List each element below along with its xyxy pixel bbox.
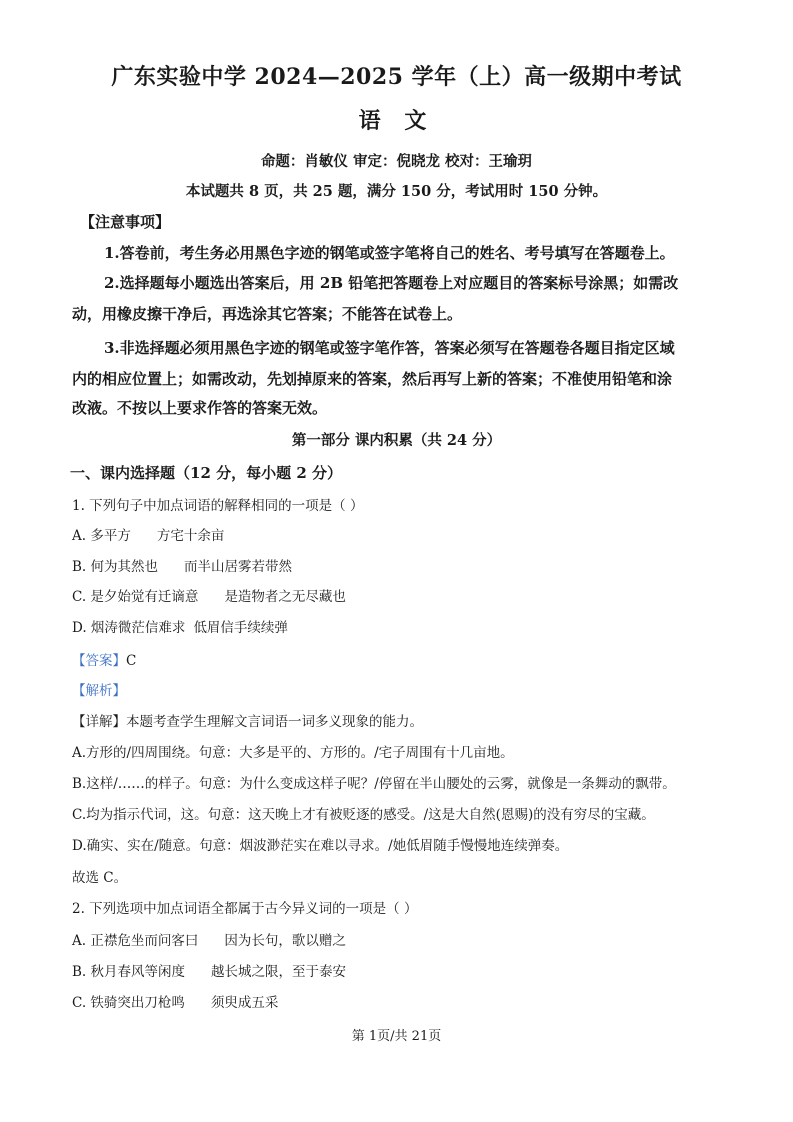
q2-option-b-second: 越长城之限，至于泰安 bbox=[211, 964, 347, 980]
question-2-option-c bbox=[72, 991, 278, 1011]
option-b-first: B. 何为其然也 bbox=[72, 559, 159, 575]
option-a-second: 方宅十余亩 bbox=[156, 528, 225, 544]
answer-line bbox=[72, 649, 136, 669]
option-a-first: A. 多平方 bbox=[72, 528, 131, 544]
notice-item-3-line-2: 内的相应位置上；如需改动，先划掉原来的答案，然后再写上新的答案；不准使用铅笔和涂 bbox=[72, 370, 673, 388]
option-c-second: 是造物者之无尽藏也 bbox=[224, 589, 346, 605]
notice-item-2-line-2: 动，用橡皮擦干净后，再选涂其它答案；不能答在试卷上。 bbox=[72, 305, 463, 323]
exam-info: 本试题共 8 页，共 25 题，满分 150 分，考试用时 150 分钟。 bbox=[185, 183, 608, 200]
notice-item-3-line-3: 改液。不按以上要求作答的答案无效。 bbox=[72, 399, 328, 417]
option-b-second: 而半山居雾若带然 bbox=[184, 559, 293, 575]
q2-option-b-first: B. 秋月春风等闲度 bbox=[72, 964, 186, 980]
exam-title: 广东实验中学 2024—2025 学年（上）高一级期中考试 bbox=[111, 64, 682, 90]
notice-item-1: 1.答卷前，考生务必用黑色字迹的钢笔或签字笔将自己的姓名、考号填写在答题卷上。 bbox=[104, 244, 675, 262]
explanation-c: C.均为指示代词，这。句意：这天晚上才有被贬逐的感受。/这是大自然(恩赐)的没有穷尽的宝藏。 bbox=[72, 807, 655, 823]
option-c-first: C. 是夕始觉有迁谪意 bbox=[72, 589, 199, 605]
q2-option-a-first: A. 正襟危坐而问客曰 bbox=[72, 933, 199, 949]
detail-text: 本题考查学生理解文言词语一词多义现象的能力。 bbox=[126, 714, 423, 730]
question-1-option-b bbox=[72, 555, 292, 575]
notice-heading: 【注意事项】 bbox=[80, 213, 171, 231]
q2-option-c-second: 须臾成五采 bbox=[210, 995, 279, 1011]
subject-title: 语 文 bbox=[358, 108, 435, 134]
explanation-b: B.这样/……的样子。句意：为什么变成这样子呢？/停留在半山腰处的云雾，就像是一条舞动的飘带。 bbox=[72, 776, 676, 792]
subsection-heading: 一、课内选择题（12 分，每小题 2 分） bbox=[70, 464, 342, 482]
option-d-first: D. 烟涛微茫信难求 bbox=[72, 620, 186, 636]
explanation-a: A.方形的/四周围绕。句意：大多是平的、方形的。/宅子周围有十几亩地。 bbox=[72, 745, 514, 761]
notice-item-2-line-1: 2.选择题每小题选出答案后，用 2B 铅笔把答题卷上对应题目的答案标号涂黑；如需改 bbox=[104, 274, 679, 292]
q2-option-a-second: 因为长句，歌以赠之 bbox=[224, 933, 346, 949]
answer-value: C bbox=[126, 653, 137, 669]
option-d-second: 低眉信手续续弹 bbox=[193, 620, 288, 636]
detail-tag: 【详解】 bbox=[72, 714, 126, 730]
question-1-option-d bbox=[72, 616, 288, 636]
explanation-d: D.确实、实在/随意。句意：烟波渺茫实在难以寻求。/她低眉随手慢慢地连续弹奏。 bbox=[72, 838, 569, 854]
notice-item-3-line-1: 3.非选择题必须用黑色字迹的钢笔或签字笔作答，答案必须写在答题卷各题目指定区域 bbox=[104, 339, 675, 357]
question-2-option-b bbox=[72, 960, 346, 980]
section-heading: 第一部分 课内积累（共 24 分） bbox=[291, 432, 502, 449]
question-1-stem: 1. 下列句子中加点词语的解释相同的一项是（ ） bbox=[72, 498, 364, 514]
question-2-stem: 2. 下列选项中加点词语全都属于古今异义词的一项是（ ） bbox=[72, 901, 418, 917]
page-number: 第 1页/共 21页 bbox=[351, 1029, 442, 1044]
question-1-option-a bbox=[72, 524, 224, 544]
credits-line: 命题：肖敏仪 审定：倪晓龙 校对：王瑜玥 bbox=[260, 153, 533, 170]
question-1-option-c bbox=[72, 585, 346, 605]
analysis-tag: 【解析】 bbox=[72, 683, 126, 699]
q2-option-c-first: C. 铁骑突出刀枪鸣 bbox=[72, 995, 185, 1011]
answer-tag: 【答案】 bbox=[72, 653, 126, 669]
question-2-option-a bbox=[72, 929, 346, 949]
conclusion: 故选 C。 bbox=[72, 870, 128, 886]
detail-line bbox=[72, 710, 423, 730]
